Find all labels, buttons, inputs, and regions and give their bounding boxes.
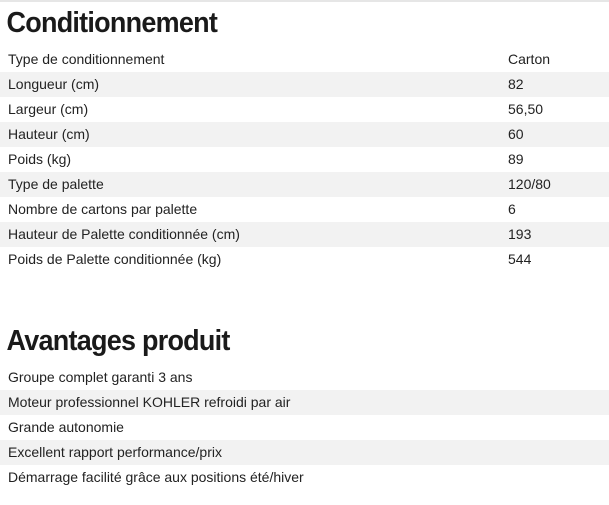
list-item — [0, 440, 609, 465]
packaging-heading: Conditionnement — [6, 7, 218, 39]
row-value: Carton — [508, 51, 551, 67]
table-row — [0, 47, 609, 72]
row-label: Poids (kg) — [8, 151, 72, 167]
row-value: 82 — [508, 76, 524, 92]
row-label: Longueur (cm) — [8, 76, 100, 92]
table-row — [0, 122, 609, 147]
advantage-text: Grande autonomie — [8, 419, 124, 435]
row-label: Type de palette — [8, 176, 104, 192]
table-row — [0, 97, 609, 122]
row-value: 89 — [508, 151, 524, 167]
advantage-text: Excellent rapport performance/prix — [8, 444, 222, 460]
advantages-section — [0, 318, 609, 490]
table-row — [0, 197, 609, 222]
row-label: Nombre de cartons par palette — [8, 201, 198, 217]
row-label: Type de conditionnement — [8, 51, 165, 67]
table-row — [0, 72, 609, 97]
list-item — [0, 365, 609, 390]
row-value: 544 — [508, 251, 532, 267]
row-label: Largeur (cm) — [8, 101, 89, 117]
row-label: Hauteur (cm) — [8, 126, 90, 142]
row-label: Hauteur de Palette conditionnée (cm) — [8, 226, 240, 242]
table-row — [0, 222, 609, 247]
row-value: 6 — [508, 201, 516, 217]
row-label: Poids de Palette conditionnée (kg) — [8, 251, 222, 267]
packaging-table — [0, 47, 609, 272]
advantages-heading: Avantages produit — [6, 325, 230, 357]
table-row — [0, 247, 609, 272]
advantage-text: Démarrage facilité grâce aux positions été/hiver — [8, 469, 304, 485]
row-value: 56,50 — [508, 101, 544, 117]
row-value: 193 — [508, 226, 532, 242]
advantage-text: Moteur professionnel KOHLER refroidi par air — [8, 394, 291, 410]
table-row — [0, 147, 609, 172]
table-row — [0, 172, 609, 197]
row-value: 60 — [508, 126, 524, 142]
row-value: 120/80 — [508, 176, 551, 192]
list-item — [0, 465, 609, 490]
advantages-list — [0, 365, 609, 490]
advantage-text: Groupe complet garanti 3 ans — [8, 369, 193, 385]
list-item — [0, 390, 609, 415]
list-item — [0, 415, 609, 440]
